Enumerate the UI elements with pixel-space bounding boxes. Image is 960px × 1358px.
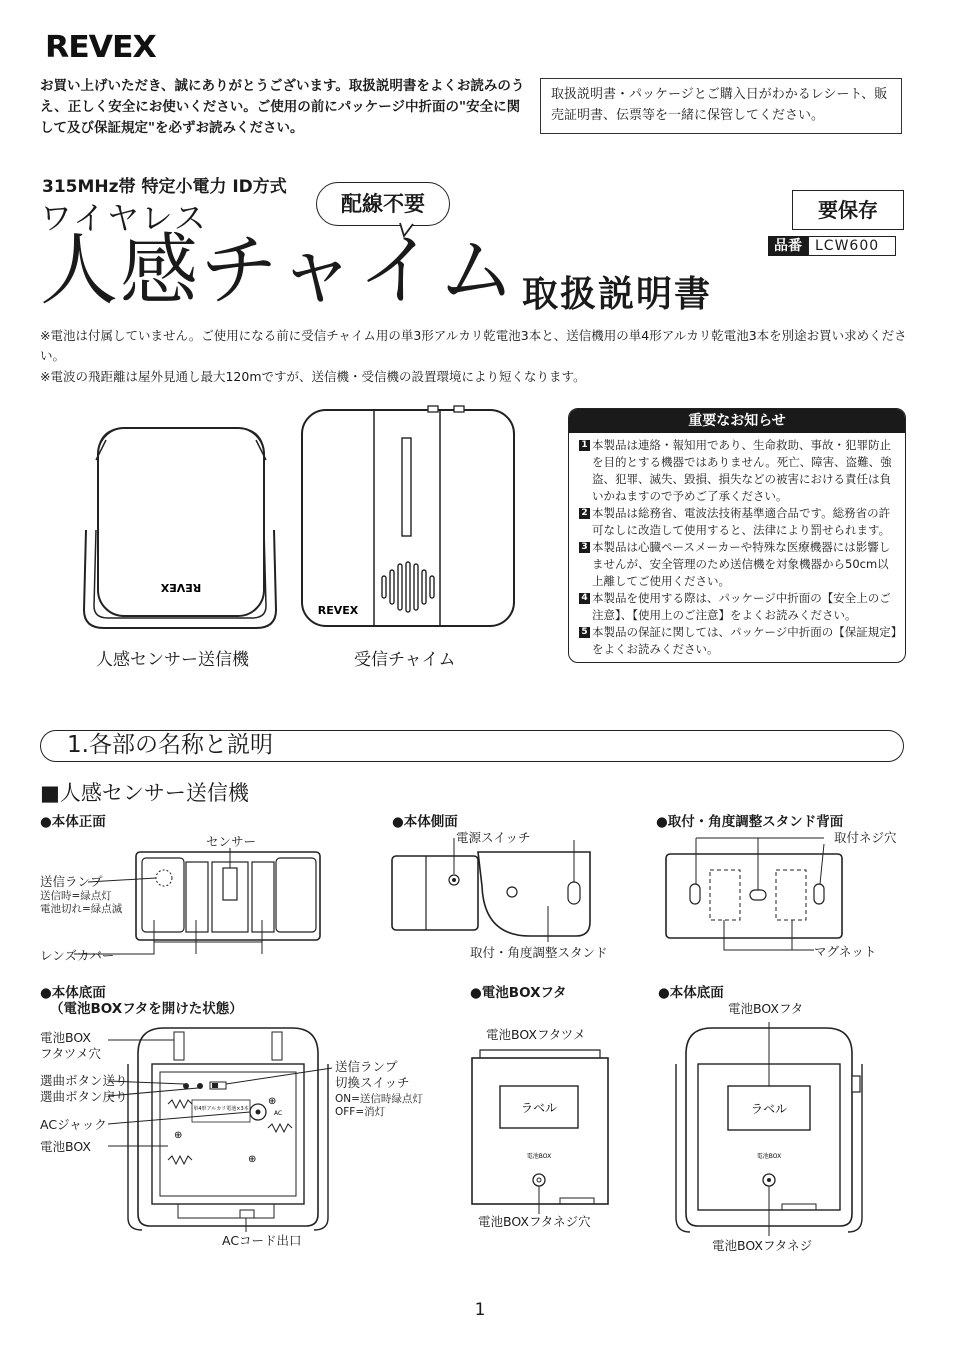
sensor-label: センサー (206, 834, 257, 849)
lens-cover-label: レンズカバー (40, 948, 115, 963)
lamp-switch-label-1: 送信ランプ (335, 1059, 398, 1074)
bottom-screw-label: 電池BOXフタネジ (712, 1238, 813, 1253)
item-number: 3 (579, 542, 590, 553)
item-text: 本製品は連絡・報知用であり、生命救助、事故・犯罪防止を目的とする機器ではありません。死亡、障害、盗難、強盗、犯罪、滅失、毀損、損失などの被害における責任は負いかねますので予めご了承ください。 (592, 438, 892, 503)
important-item (579, 539, 897, 590)
item-text: 本製品の保証に関しては、パッケージ中折面の【保証規定】をよくお読みください。 (592, 625, 897, 656)
ac-jack-label: ACジャック (40, 1117, 107, 1132)
bottom-small-text: 電池BOX (756, 1153, 782, 1160)
back-heading: ●取付・角度調整スタンド背面 (656, 814, 844, 830)
item-number: 4 (579, 593, 590, 604)
stand-label: 取付・角度調整スタンド (470, 945, 608, 960)
inner-ac-label: AC (274, 1110, 283, 1117)
side-heading: ●本体側面 (392, 814, 458, 830)
section-subheading: ■人感センサー送信機 (40, 781, 249, 805)
keep-badge: 要保存 (792, 190, 904, 230)
important-title: 重要なお知らせ (569, 409, 905, 433)
important-item (579, 624, 897, 658)
bottom-label-text: ラベル (750, 1102, 788, 1116)
select-forward-label: 選曲ボタン送り (40, 1073, 128, 1088)
tab-hole-label-1: 電池BOX (40, 1030, 91, 1045)
important-item (579, 505, 897, 539)
bottom-open-heading-2: （電池BOXフタを開けた状態） (50, 1001, 243, 1017)
cover-screw-hole-label: 電池BOXフタネジ穴 (478, 1214, 591, 1229)
item-text: 本製品は総務省、電波法技術基準適合品です。総務省の許可なしに改造して使用すると、法律により罰せられます。 (592, 506, 891, 537)
bottom-open-diagram (128, 1024, 328, 1230)
wireless-label: ワイヤレス (40, 199, 208, 237)
note-range: ※電波の飛距離は屋外見通し最大120mですが、送信機・受信機の設置環境により短くなります。 (40, 369, 586, 384)
note-batteries: ※電池は付属していません。ご使用になる前に受信チャイム用の単3形アルカリ乾電池3本と、送信機用の単4形アルカリ乾電池3本を別途お買い求めください。 (40, 328, 907, 363)
screw-hole-label: 取付ネジ穴 (834, 830, 897, 845)
important-list (569, 433, 905, 658)
select-back-label: 選曲ボタン戻り (40, 1089, 128, 1104)
bottom-cover-label: 電池BOXフタ (728, 1001, 804, 1016)
tab-hole-label-2: フタツメ穴 (40, 1046, 102, 1061)
chime-caption: 受信チャイム (354, 650, 456, 670)
receiver-chime-illustration (298, 404, 518, 626)
lamp-sub-2: 電池切れ=緑点滅 (40, 903, 123, 915)
lamp-on-note: ON=送信時緑点灯 (335, 1093, 423, 1105)
sensor-device-logo: REVEX (160, 581, 202, 594)
intro-text: お買い上げいただき、誠にありがとうございます。取扱説明書をよくお読みのうえ、正しく安全にお使いください。ご使用の前にパッケージ中折面の"安全に関して及び保証規定"を必ずお読みください。 (40, 78, 525, 136)
front-heading: ●本体正面 (40, 814, 106, 830)
battery-cover-diagram (470, 1044, 612, 1212)
model-key: 品番 (768, 236, 808, 256)
sensor-transmitter-illustration (76, 420, 286, 632)
item-text: 本製品は心臓ペースメーカーや特殊な医療機器には影響しませんが、安全管理のため送信機を対象機器から50cm以上離してご使用ください。 (592, 540, 891, 588)
inner-battery-label: 単4形アルカリ電池×3本 (193, 1106, 249, 1112)
side-view-diagram (390, 846, 600, 942)
item-text: 本製品を使用する際は、パッケージ中折面の【安全上のご注意】、【使用上のご注意】をよくお読みください。 (592, 591, 891, 622)
cover-label-text: ラベル (520, 1101, 558, 1115)
plus-mark: ⊕ (268, 1096, 277, 1107)
sensor-caption: 人感センサー送信機 (96, 650, 249, 670)
model-number (768, 236, 896, 256)
section-title: 1.各部の名称と説明 (40, 730, 904, 762)
main-title: 人感チャイム (40, 226, 518, 316)
plus-mark: ⊕ (248, 1154, 257, 1165)
magnet-label: マグネット (814, 944, 877, 959)
model-value: LCW600 (808, 236, 896, 256)
lamp-label: 送信ランプ (40, 874, 103, 889)
item-number: 2 (579, 508, 590, 519)
bottom-open-heading: ●本体底面 (40, 985, 106, 1001)
plus-mark: ⊕ (174, 1130, 183, 1141)
cover-small-text: 電池BOX (526, 1153, 552, 1160)
ac-cord-label: ACコード出口 (222, 1233, 302, 1248)
no-wiring-badge: 配線不要 (316, 182, 450, 226)
lamp-sub-1: 送信時=緑点灯 (40, 890, 112, 902)
manual-label: 取扱説明書 (522, 274, 713, 315)
page-number: 1 (474, 1300, 486, 1320)
item-number: 5 (579, 627, 590, 638)
important-item (579, 437, 897, 505)
important-item (579, 590, 897, 624)
important-notice (568, 408, 906, 663)
bottom-heading: ●本体底面 (658, 985, 724, 1001)
front-view-diagram (134, 850, 324, 960)
product-subtitle: 315MHz帯 特定小電力 ID方式 (42, 177, 287, 197)
battery-box-label: 電池BOX (40, 1139, 91, 1154)
bottom-closed-diagram (676, 1024, 866, 1234)
cover-tab-label: 電池BOXフタツメ (486, 1027, 586, 1042)
power-switch-label: 電源スイッチ (456, 830, 531, 845)
cover-heading: ●電池BOXフタ (470, 985, 567, 1001)
keep-note-box: 取扱説明書・パッケージとご購入日がわかるレシート、販売証明書、伝票等を一緒に保管してください。 (540, 78, 902, 134)
stand-back-diagram (664, 852, 844, 952)
lamp-off-note: OFF=消灯 (335, 1106, 386, 1118)
chime-device-logo: REVEX (317, 604, 359, 617)
item-number: 1 (579, 440, 590, 451)
brand-logo: REVEX (45, 30, 156, 65)
lamp-switch-label-2: 切換スイッチ (335, 1075, 410, 1090)
